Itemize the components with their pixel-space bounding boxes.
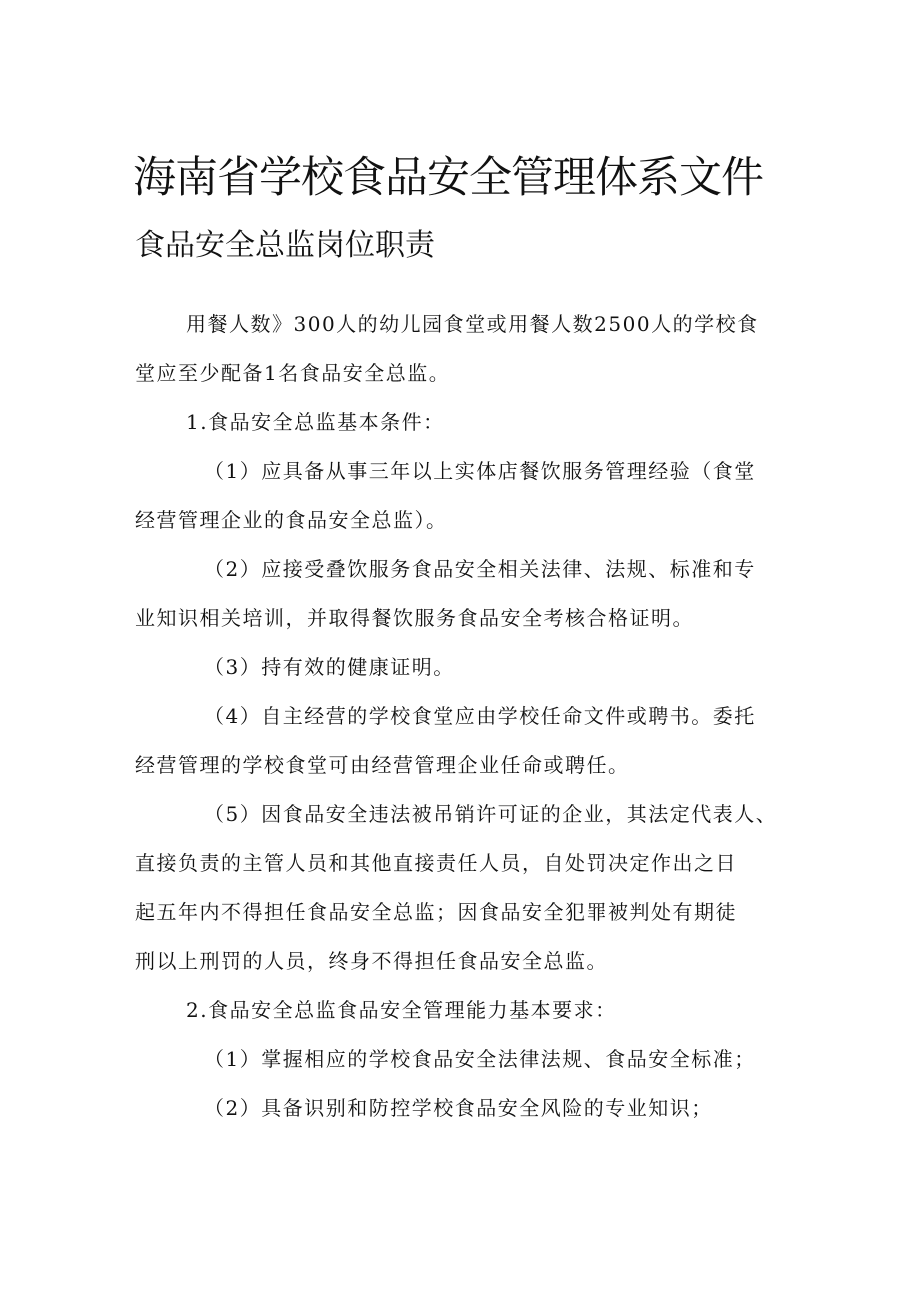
paragraph-line: 直接负责的主管人员和其他直接责任人员，自处罚决定作出之日 — [135, 851, 737, 875]
section-heading: 2.食品安全总监食品安全管理能力基本要求： — [186, 998, 617, 1022]
paragraph-line: 起五年内不得担任食品安全总监；因食品安全犯罪被判处有期徒 — [135, 900, 737, 924]
section-heading: 1.食品安全总监基本条件： — [186, 410, 445, 434]
paragraph-line: 经营管理的学校食堂可由经营管理企业任命或聘任。 — [135, 753, 630, 777]
document-subtitle: 食品安全总监岗位职责 — [135, 228, 435, 263]
paragraph-line: （2）具备识别和防控学校食品安全风险的专业知识； — [204, 1096, 713, 1120]
paragraph-line: （1）掌握相应的学校食品安全法律法规、食品安全标准； — [204, 1047, 756, 1071]
paragraph-line: 经营管理企业的食品安全总监）。 — [135, 508, 448, 532]
paragraph-line: （2）应接受叠饮服务食品安全相关法律、法规、标准和专 — [204, 557, 756, 581]
paragraph-line: 刑以上刑罚的人员，终身不得担任食品安全总监。 — [135, 949, 608, 973]
document-body — [135, 300, 799, 1133]
paragraph-line: 业知识相关培训，并取得餐饮服务食品安全考核合格证明。 — [135, 606, 694, 630]
document-title: 海南省学校食品安全管理体系文件 — [133, 153, 763, 203]
paragraph-line: （4）自主经营的学校食堂应由学校任命文件或聘书。委托 — [204, 704, 756, 728]
paragraph-line: 堂应至少配备1名食品安全总监。 — [135, 361, 451, 385]
paragraph-line: （3）持有效的健康证明。 — [204, 655, 455, 679]
paragraph-line: （5）因食品安全违法被吊销许可证的企业，其法定代表人、 — [204, 802, 778, 826]
paragraph-line: 用餐人数》300人的幼儿园食堂或用餐人数2500人的学校食 — [186, 312, 759, 336]
paragraph-line: （1）应具备从事三年以上实体店餐饮服务管理经验（食堂 — [204, 459, 756, 483]
